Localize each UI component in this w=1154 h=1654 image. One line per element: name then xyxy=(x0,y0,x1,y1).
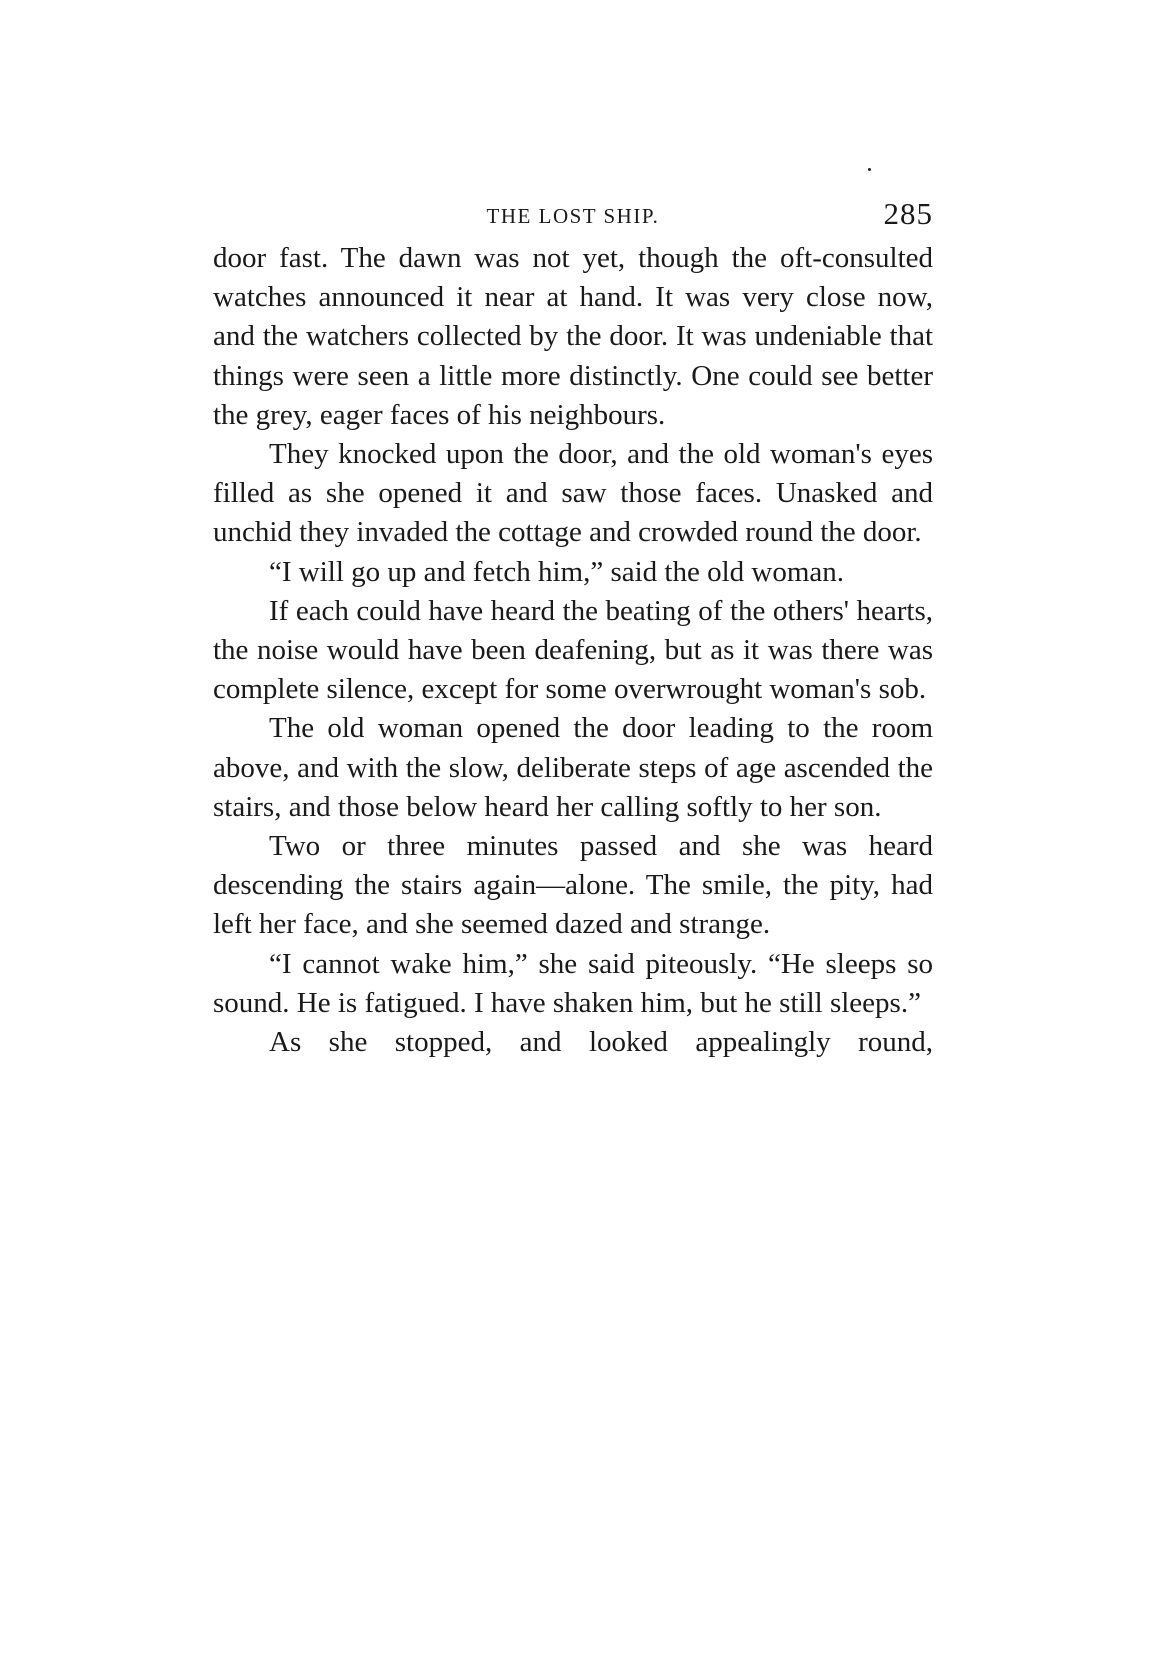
paragraph-3: “I will go up and fetch him,” said the old woman. xyxy=(269,555,845,588)
paragraph-1: door fast. The dawn was not yet, though the oft-consulted watches announced it near at hand. It was very close now, and the watchers collected by the door. It was undeniable that things were seen a little more distinctly. One could see better the grey, eager faces of his neighbours. xyxy=(213,242,933,431)
paragraph-2: They knocked upon the door, and the old woman's eyes filled as she opened it and saw those faces. Unasked and unchid they invaded the cottage and crowded round the door. xyxy=(213,438,933,549)
paragraph-4: If each could have heard the beating of the others' hearts, the noise would have been deafening, but as it was there was complete silence, except for some overwrought woman's sob. xyxy=(213,594,933,706)
paragraph-5: The old woman opened the door leading to the room above, and with the slow, deliberate steps of age ascended the stairs, and those below heard her calling softly to her son. xyxy=(213,712,933,823)
print-speck xyxy=(868,168,871,171)
paragraph-7: “I cannot wake him,” she said piteously. “He sleeps so sound. He is fatigued. I have shaken him, but he still sleeps.” xyxy=(213,947,933,1019)
body-text xyxy=(213,239,933,1062)
paragraph-8: As she stopped, and looked appealingly round, xyxy=(269,1026,933,1059)
paragraph-6: Two or three minutes passed and she was heard descending the stairs again—alone. The smile, the pity, had left her face, and she seemed dazed and strange. xyxy=(213,830,933,941)
page-number: 285 xyxy=(883,196,933,231)
running-title: THE LOST SHIP. xyxy=(486,204,660,228)
running-head xyxy=(213,196,933,236)
